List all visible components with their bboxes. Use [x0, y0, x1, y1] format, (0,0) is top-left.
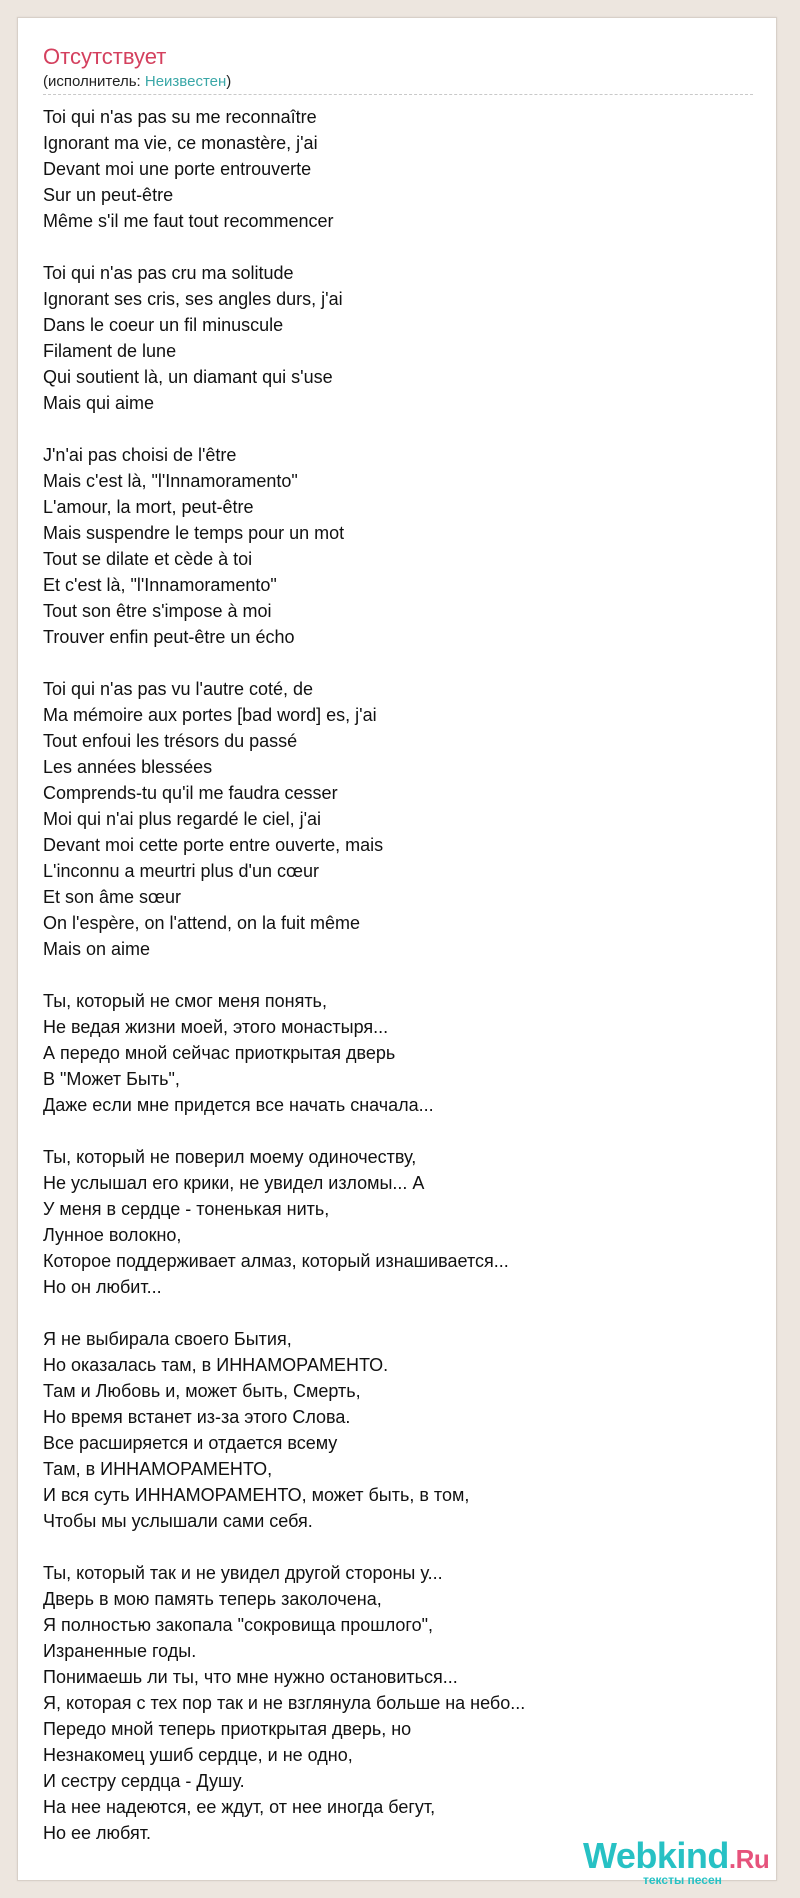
- logo-suffix: .Ru: [728, 1844, 770, 1874]
- logo-name: Webkind: [583, 1835, 729, 1876]
- lyrics-line: Mais qui aime: [43, 393, 155, 413]
- lyrics-line: Там и Любовь и, может быть, Смерть,: [43, 1381, 361, 1401]
- lyrics-line: Незнакомец ушиб сердце, и не одно,: [43, 1745, 353, 1765]
- lyrics-line: Там, в ИННАМОРАМЕНТО,: [43, 1459, 273, 1479]
- lyrics-line: У меня в сердце - тоненькая нить,: [43, 1199, 330, 1219]
- lyrics-line: Trouver enfin peut-être un écho: [43, 627, 295, 647]
- lyrics-line: А передо мной сейчас приоткрытая дверь: [43, 1043, 396, 1063]
- lyrics-line: Понимаешь ли ты, что мне нужно остановиться...: [43, 1667, 458, 1687]
- lyrics-line: Чтобы мы услышали сами себя.: [43, 1511, 313, 1531]
- lyrics-stanza: [43, 442, 763, 650]
- lyrics-line: Tout enfoui les trésors du passé: [43, 731, 298, 751]
- lyrics-line: Не ведая жизни моей, этого монастыря...: [43, 1017, 389, 1037]
- lyrics-line: Не услышал его крики, не увидел изломы... А: [43, 1173, 425, 1193]
- lyrics-line: Devant moi cette porte entre ouverte, mais: [43, 835, 384, 855]
- lyrics-stanza: [43, 1326, 763, 1534]
- lyrics-line: Но оказалась там, в ИННАМОРАМЕНТО.: [43, 1355, 389, 1375]
- lyrics-line: Toi qui n'as pas vu l'autre coté, de: [43, 679, 314, 699]
- lyrics-line: В "Может Быть",: [43, 1069, 180, 1089]
- artist-suffix: ): [226, 73, 232, 90]
- lyrics-line: Я полностью закопала "сокровища прошлого",: [43, 1615, 433, 1635]
- lyrics-line: Израненные годы.: [43, 1641, 197, 1661]
- lyrics-line: Toi qui n'as pas su me reconnaître: [43, 107, 317, 127]
- lyrics-line: Лунное волокно,: [43, 1225, 182, 1245]
- lyrics-line: Filament de lune: [43, 341, 177, 361]
- lyrics-line: Даже если мне придется все начать сначала...: [43, 1095, 434, 1115]
- lyrics-line: Devant moi une porte entrouverte: [43, 159, 312, 179]
- artist-prefix: (исполнитель:: [43, 73, 145, 90]
- lyrics-line: Tout son être s'impose à moi: [43, 601, 272, 621]
- lyrics-line: Comprends-tu qu'il me faudra cesser: [43, 783, 338, 803]
- lyrics-line: Ma mémoire aux portes [bad word] es, j'ai: [43, 705, 377, 725]
- lyrics-line: Tout se dilate et cède à toi: [43, 549, 253, 569]
- lyrics-line: Ты, который не смог меня понять,: [43, 991, 327, 1011]
- lyrics-line: J'n'ai pas choisi de l'être: [43, 445, 237, 465]
- lyrics-line: Дверь в мою память теперь заколочена,: [43, 1589, 382, 1609]
- lyrics-line: Но время встанет из-за этого Слова.: [43, 1407, 351, 1427]
- lyrics-line: Moi qui n'ai plus regardé le ciel, j'ai: [43, 809, 322, 829]
- lyrics-line: И вся суть ИННАМОРАМЕНТО, может быть, в том,: [43, 1485, 470, 1505]
- lyrics-body: [43, 104, 763, 1872]
- lyrics-line: L'inconnu a meurtri plus d'un cœur: [43, 861, 320, 881]
- lyrics-stanza: [43, 104, 763, 234]
- lyrics-line: На нее надеются, ее ждут, от нее иногда бегут,: [43, 1797, 436, 1817]
- lyrics-line: Ты, который так и не увидел другой стороны у...: [43, 1563, 443, 1583]
- lyrics-line: Qui soutient là, un diamant qui s'use: [43, 367, 333, 387]
- lyrics-line: Которое поддерживает алмаз, который изнашивается...: [43, 1251, 509, 1271]
- lyrics-line: Mais suspendre le temps pour un mot: [43, 523, 345, 543]
- lyrics-line: Передо мной теперь приоткрытая дверь, но: [43, 1719, 412, 1739]
- lyrics-stanza: [43, 988, 763, 1118]
- lyrics-line: Dans le coeur un fil minuscule: [43, 315, 284, 335]
- lyrics-line: Ignorant ma vie, ce monastère, j'ai: [43, 133, 318, 153]
- lyrics-stanza: [43, 260, 763, 416]
- lyrics-line: Ты, который не поверил моему одиночеству,: [43, 1147, 417, 1167]
- lyrics-stanza: [43, 1144, 763, 1300]
- lyrics-line: Même s'il me faut tout recommencer: [43, 211, 334, 231]
- lyrics-line: И сестру сердца - Душу.: [43, 1771, 245, 1791]
- lyrics-line: Но он любит...: [43, 1277, 162, 1297]
- lyrics-stanza: [43, 676, 763, 962]
- lyrics-line: Но ее любят.: [43, 1823, 151, 1843]
- artist-line: [43, 73, 231, 91]
- lyrics-line: Все расширяется и отдается всему: [43, 1433, 338, 1453]
- lyrics-card: [17, 17, 777, 1887]
- lyrics-line: Я не выбирала своего Бытия,: [43, 1329, 292, 1349]
- lyrics-line: Mais c'est là, "l'Innamoramento": [43, 471, 298, 491]
- lyrics-line: Et son âme sœur: [43, 887, 182, 907]
- webkind-logo[interactable]: [583, 1836, 783, 1886]
- lyrics-line: Et c'est là, "l'Innamoramento": [43, 575, 277, 595]
- lyrics-line: Mais on aime: [43, 939, 151, 959]
- logo-tagline: тексты песен: [643, 1873, 722, 1887]
- lyrics-line: Les années blessées: [43, 757, 213, 777]
- lyrics-line: Toi qui n'as pas cru ma solitude: [43, 263, 294, 283]
- artist-link[interactable]: Неизвестен: [144, 73, 227, 90]
- lyrics-line: L'amour, la mort, peut-être: [43, 497, 254, 517]
- lyrics-stanza: [43, 1560, 763, 1846]
- song-title: Отсутствует: [43, 44, 167, 69]
- lyrics-line: Sur un peut-être: [43, 185, 174, 205]
- lyrics-line: On l'espère, on l'attend, on la fuit même: [43, 913, 361, 933]
- header-divider: [43, 94, 753, 95]
- lyrics-line: Я, которая с тех пор так и не взглянула больше на небо...: [43, 1693, 526, 1713]
- lyrics-line: Ignorant ses cris, ses angles durs, j'ai: [43, 289, 343, 309]
